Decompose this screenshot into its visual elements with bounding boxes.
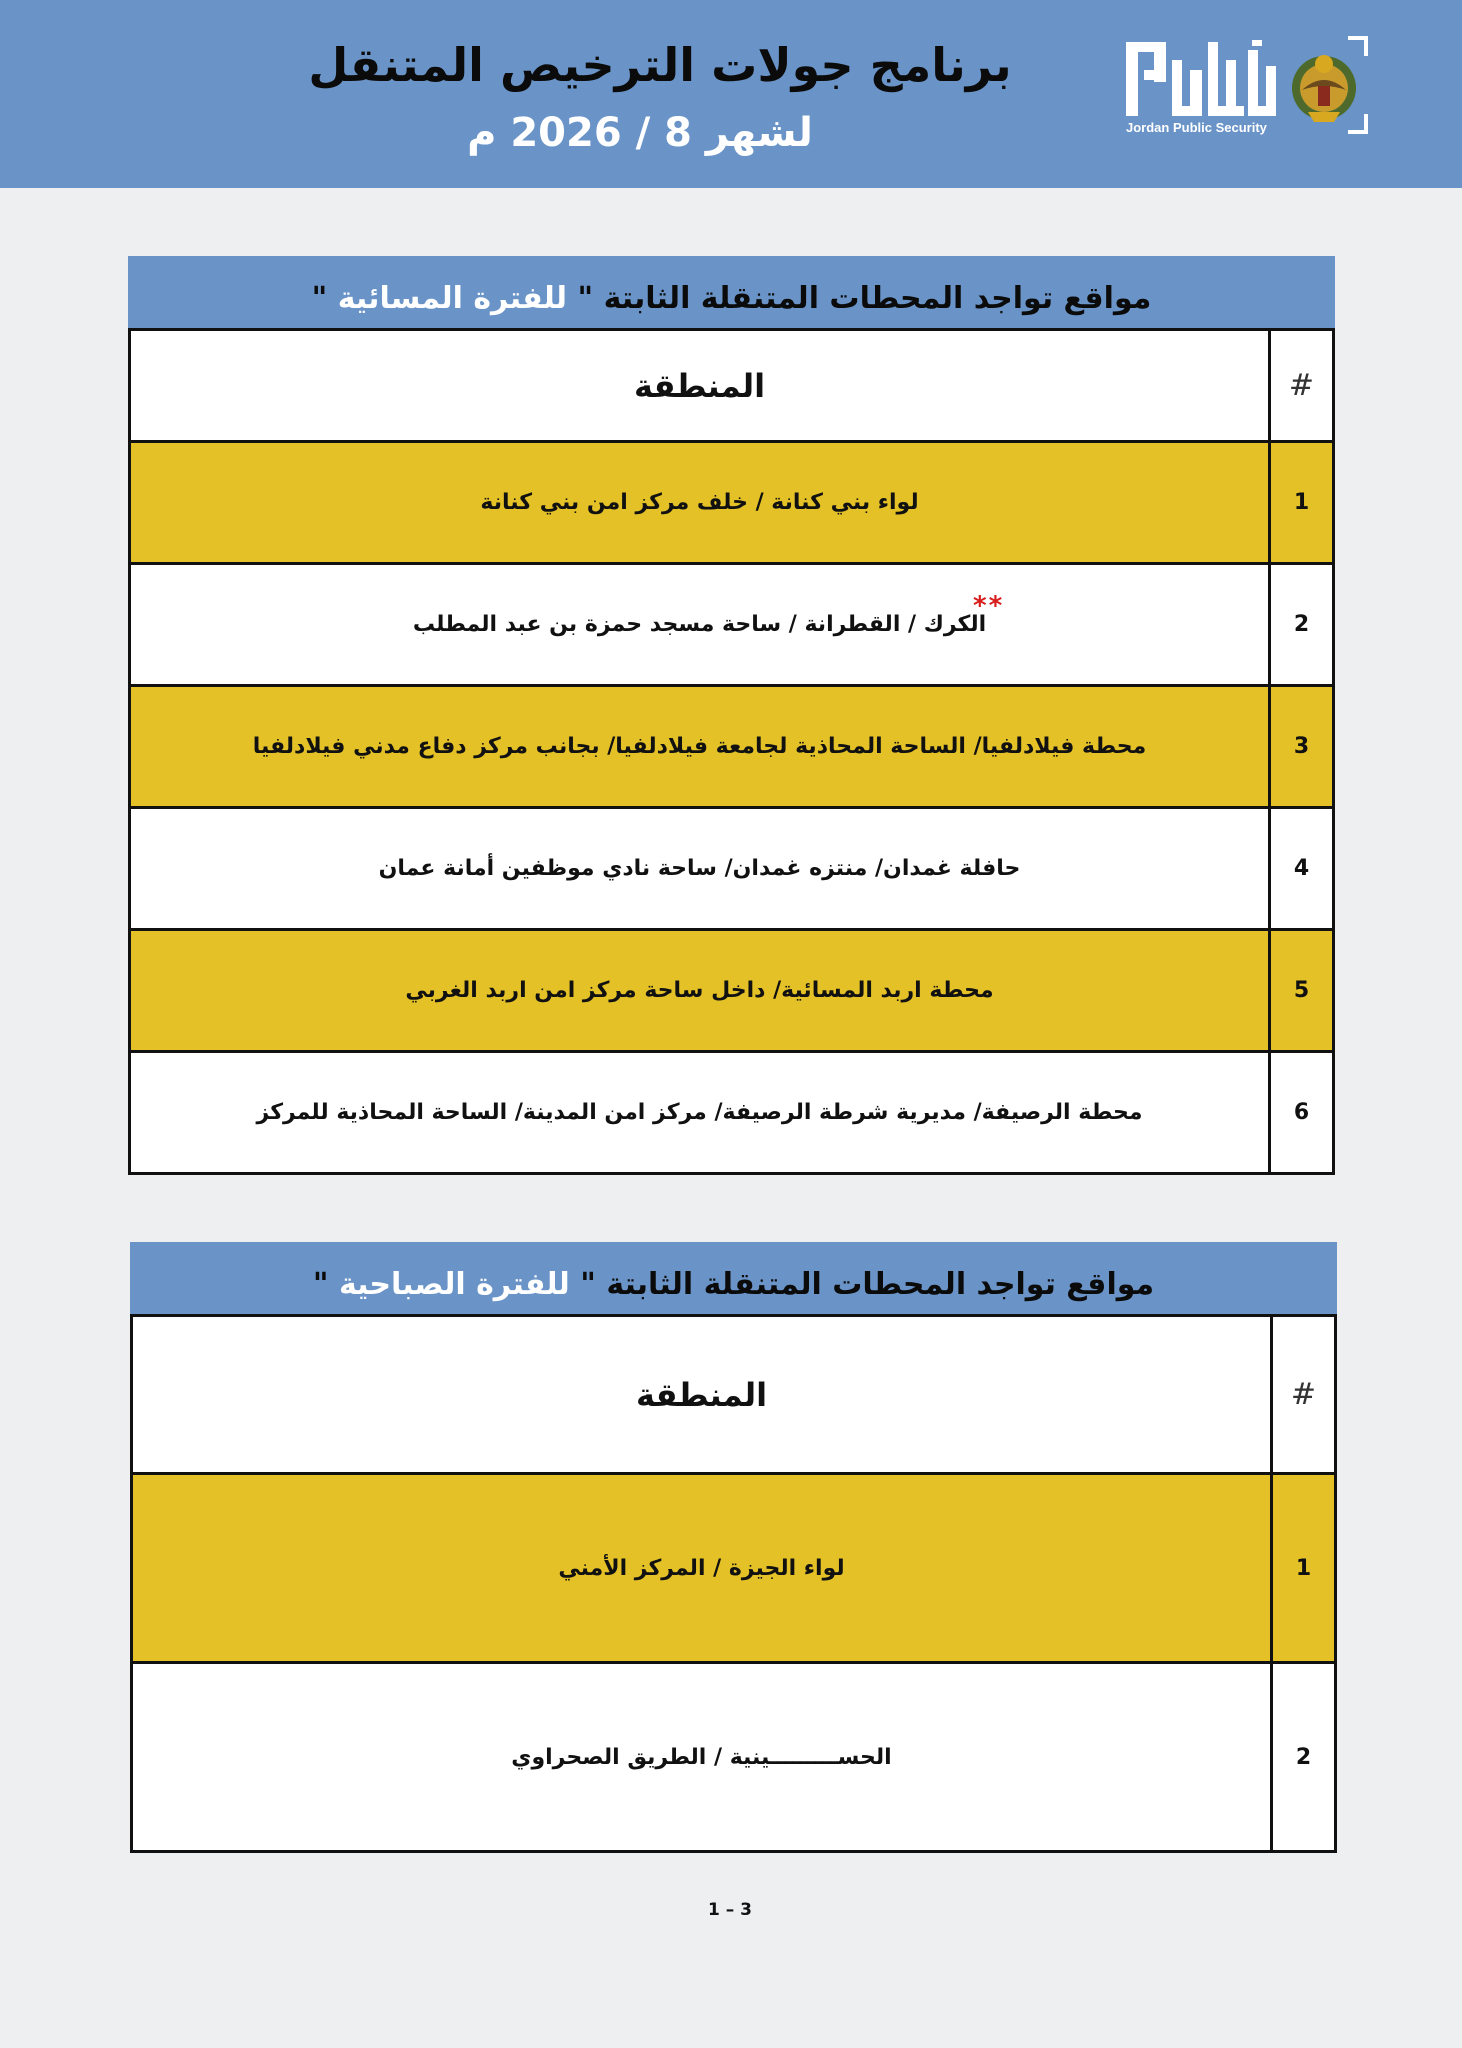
row-area: لواء بني كنانة / خلف مركز امن بني كنانة — [130, 442, 1270, 564]
row-number: 3 — [1270, 686, 1334, 808]
table-row — [130, 1052, 1334, 1174]
table-row — [130, 808, 1334, 930]
table-row — [130, 442, 1334, 564]
page-title: برنامج جولات الترخيص المتنقل — [308, 38, 1012, 92]
morning-heading-close: " — [312, 1267, 329, 1302]
column-area-header: المنطقة — [130, 330, 1270, 442]
public-security-logo — [1120, 30, 1370, 145]
row-area: الكرك / القطرانة / ساحة مسجد حمزة بن عبد المطلب — [412, 612, 987, 637]
crest-emblem-icon — [1288, 30, 1370, 140]
evening-heading-highlight: للفترة المسائية — [337, 281, 568, 316]
row-area: محطة الرصيفة/ مديرية شرطة الرصيفة/ مركز امن المدينة/ الساحة المحاذية للمركز — [130, 1052, 1270, 1174]
row-area: محطة اربد المسائية/ داخل ساحة مركز امن اربد الغربي — [130, 930, 1270, 1052]
column-number-header: # — [1272, 1316, 1336, 1474]
evening-heading-main: مواقع تواجد المحطات المتنقلة الثابتة " — [577, 281, 1152, 316]
page-period: لشهر 8 / 2026 م — [467, 110, 813, 156]
evening-table — [128, 328, 1335, 1175]
morning-section — [130, 1242, 1337, 1853]
row-number: 4 — [1270, 808, 1334, 930]
row-number: 1 — [1270, 442, 1334, 564]
row-area: لواء الجيزة / المركز الأمني — [132, 1474, 1272, 1663]
table-row — [130, 930, 1334, 1052]
table-row — [130, 686, 1334, 808]
morning-table — [130, 1314, 1337, 1853]
morning-heading — [130, 1242, 1337, 1314]
column-number-header: # — [1270, 330, 1334, 442]
table-row — [132, 1663, 1336, 1852]
column-area-header: المنطقة — [132, 1316, 1272, 1474]
evening-heading-close: " — [311, 281, 328, 316]
row-number: 6 — [1270, 1052, 1334, 1174]
table-row — [132, 1474, 1336, 1663]
evening-section — [128, 256, 1335, 1175]
row-area: محطة فيلادلفيا/ الساحة المحاذية لجامعة فيلادلفيا/ بجانب مركز دفاع مدني فيلادلفيا — [130, 686, 1270, 808]
row-area: حافلة غمدان/ منتزه غمدان/ ساحة نادي موظفين أمانة عمان — [130, 808, 1270, 930]
row-number: 1 — [1272, 1474, 1336, 1663]
table-header-row — [132, 1316, 1336, 1474]
row-number: 2 — [1270, 564, 1334, 686]
morning-heading-highlight: للفترة الصباحية — [338, 1267, 570, 1302]
row-number: 2 — [1272, 1663, 1336, 1852]
row-area-cell — [130, 564, 1270, 686]
row-number: 5 — [1270, 930, 1334, 1052]
page-number: 1 – 3 — [708, 1900, 752, 1920]
page-header — [0, 0, 1462, 188]
table-row — [130, 564, 1334, 686]
logo-caption: Jordan Public Security — [1126, 120, 1267, 135]
evening-heading — [128, 256, 1335, 328]
logo-wordmark-icon — [1120, 40, 1280, 120]
morning-heading-main: مواقع تواجد المحطات المتنقلة الثابتة " — [580, 1267, 1155, 1302]
note-mark: ** — [973, 591, 1005, 621]
table-header-row — [130, 330, 1334, 442]
row-area: الحســـــــــينية / الطريق الصحراوي — [132, 1663, 1272, 1852]
